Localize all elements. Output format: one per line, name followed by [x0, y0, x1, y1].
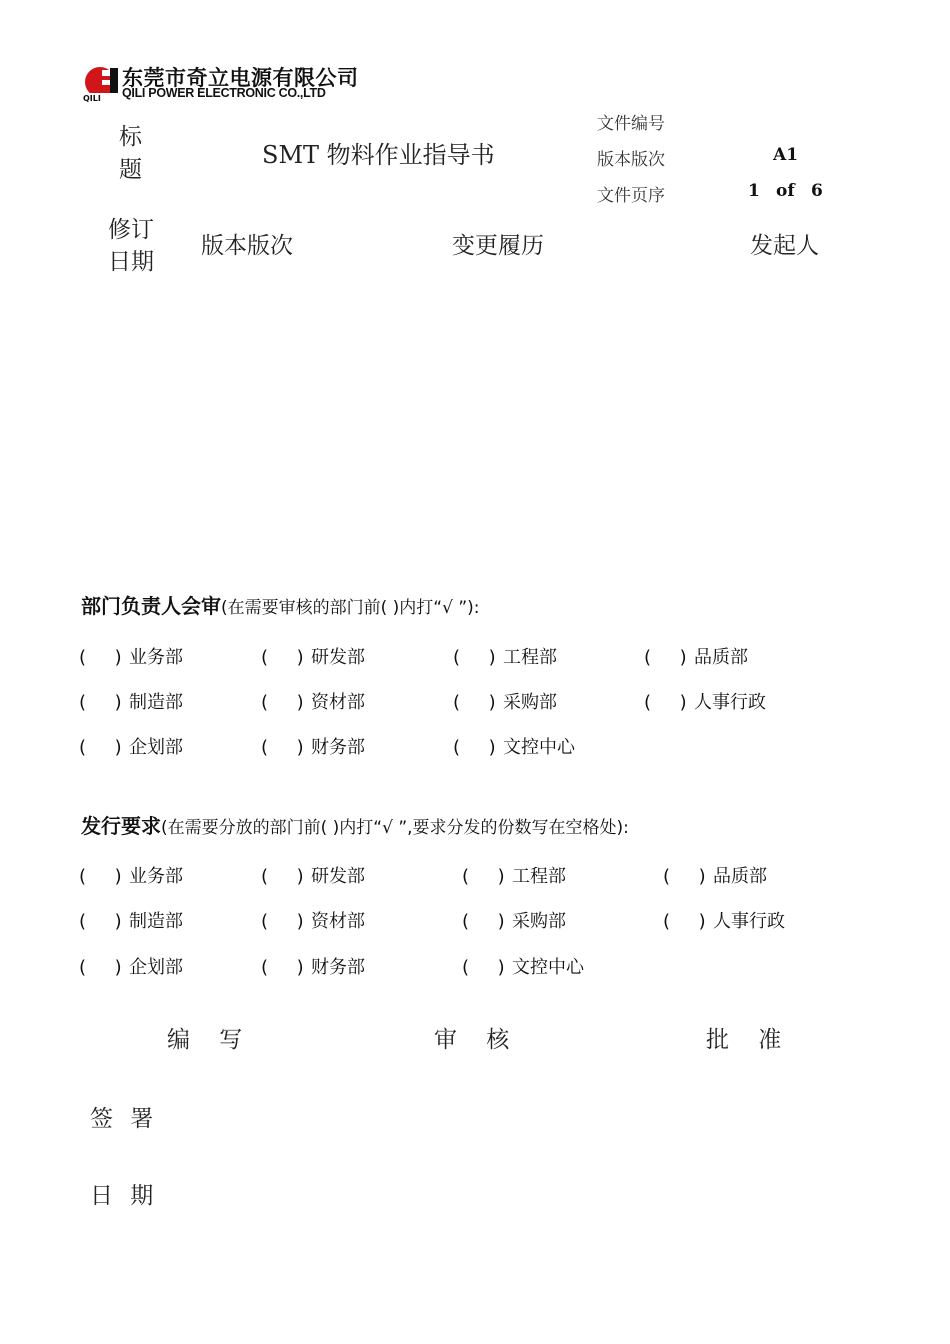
- release-title: 发行要求: [81, 814, 161, 838]
- file-number-label: 文件编号: [597, 114, 665, 134]
- history-date-label-2: 日期: [108, 249, 154, 275]
- review-option-doc-control[interactable]: ( ) 文控中心: [453, 737, 575, 758]
- review-option-engineering[interactable]: ( ) 工程部: [453, 647, 557, 668]
- option-label: 品质部: [713, 866, 767, 887]
- release-option-manufacturing[interactable]: ( ) 制造部: [79, 911, 183, 932]
- option-label: 研发部: [311, 866, 365, 887]
- review-option-hr-admin[interactable]: ( ) 人事行政: [644, 692, 766, 713]
- signoff-signature-label: 签 署: [90, 1106, 156, 1132]
- option-label: 企划部: [129, 737, 183, 758]
- release-option-quality[interactable]: ( ) 品质部: [663, 866, 767, 887]
- version-value: A1: [773, 145, 799, 165]
- history-version-header: 版本版次: [201, 233, 293, 259]
- review-note: (在需要审核的部门前( )内打“√ ”):: [221, 598, 480, 618]
- option-label: 文控中心: [503, 737, 575, 758]
- option-label: 财务部: [311, 957, 365, 978]
- option-label: 制造部: [129, 911, 183, 932]
- title-label-char-1: 标: [119, 124, 142, 150]
- release-note: (在需要分放的部门前( )内打“√ ”,要求分发的份数写在空格处):: [161, 818, 629, 838]
- release-option-finance[interactable]: ( ) 财务部: [261, 957, 365, 978]
- review-option-rnd[interactable]: ( ) 研发部: [261, 647, 365, 668]
- logo-mark-text: QILI: [83, 94, 101, 102]
- option-label: 制造部: [129, 692, 183, 713]
- review-option-finance[interactable]: ( ) 财务部: [261, 737, 365, 758]
- option-label: 业务部: [129, 866, 183, 887]
- release-option-business[interactable]: ( ) 业务部: [79, 866, 183, 887]
- history-initiator-header: 发起人: [750, 233, 819, 259]
- version-label: 版本版次: [597, 150, 665, 170]
- page-total: 6: [811, 181, 823, 201]
- option-label: 资材部: [311, 911, 365, 932]
- option-label: 研发部: [311, 647, 365, 668]
- option-label: 工程部: [503, 647, 557, 668]
- option-label: 文控中心: [512, 957, 584, 978]
- release-heading: [81, 810, 629, 839]
- option-label: 工程部: [512, 866, 566, 887]
- review-option-purchasing[interactable]: ( ) 采购部: [453, 692, 557, 713]
- release-option-engineering[interactable]: ( ) 工程部: [462, 866, 566, 887]
- history-date-label-1: 修订: [108, 217, 154, 243]
- history-change-header: 变更履历: [452, 233, 544, 259]
- review-option-quality[interactable]: ( ) 品质部: [644, 647, 748, 668]
- option-label: 采购部: [503, 692, 557, 713]
- option-label: 采购部: [512, 911, 566, 932]
- page-order-label: 文件页序: [597, 186, 665, 206]
- signoff-write-header: 编 写: [167, 1027, 245, 1053]
- option-label: 品质部: [694, 647, 748, 668]
- release-option-planning[interactable]: ( ) 企划部: [79, 957, 183, 978]
- option-label: 业务部: [129, 647, 183, 668]
- release-option-purchasing[interactable]: ( ) 采购部: [462, 911, 566, 932]
- title-label-char-2: 题: [119, 157, 142, 183]
- company-name-en: QILI POWER ELECTRONIC CO.,LTD: [122, 86, 326, 100]
- signoff-date-label: 日 期: [90, 1183, 156, 1209]
- review-option-manufacturing[interactable]: ( ) 制造部: [79, 692, 183, 713]
- page-current: 1: [748, 181, 760, 201]
- review-title: 部门负责人会审: [81, 594, 221, 618]
- review-option-materials[interactable]: ( ) 资材部: [261, 692, 365, 713]
- option-label: 企划部: [129, 957, 183, 978]
- signoff-approve-header: 批 准: [706, 1027, 784, 1053]
- review-option-planning[interactable]: ( ) 企划部: [79, 737, 183, 758]
- option-label: 人事行政: [713, 911, 785, 932]
- option-label: 资材部: [311, 692, 365, 713]
- review-heading: [81, 590, 480, 619]
- review-option-business[interactable]: ( ) 业务部: [79, 647, 183, 668]
- release-option-materials[interactable]: ( ) 资材部: [261, 911, 365, 932]
- release-option-rnd[interactable]: ( ) 研发部: [261, 866, 365, 887]
- company-name-cn: 东莞市奇立电源有限公司: [122, 66, 359, 90]
- company-logo-icon: [82, 64, 122, 102]
- release-option-hr-admin[interactable]: ( ) 人事行政: [663, 911, 785, 932]
- document-title: SMT 物料作业指导书: [262, 141, 495, 169]
- option-label: 财务部: [311, 737, 365, 758]
- option-label: 人事行政: [694, 692, 766, 713]
- signoff-review-header: 审 核: [434, 1027, 512, 1053]
- release-option-doc-control[interactable]: ( ) 文控中心: [462, 957, 584, 978]
- page-of: of: [776, 181, 795, 201]
